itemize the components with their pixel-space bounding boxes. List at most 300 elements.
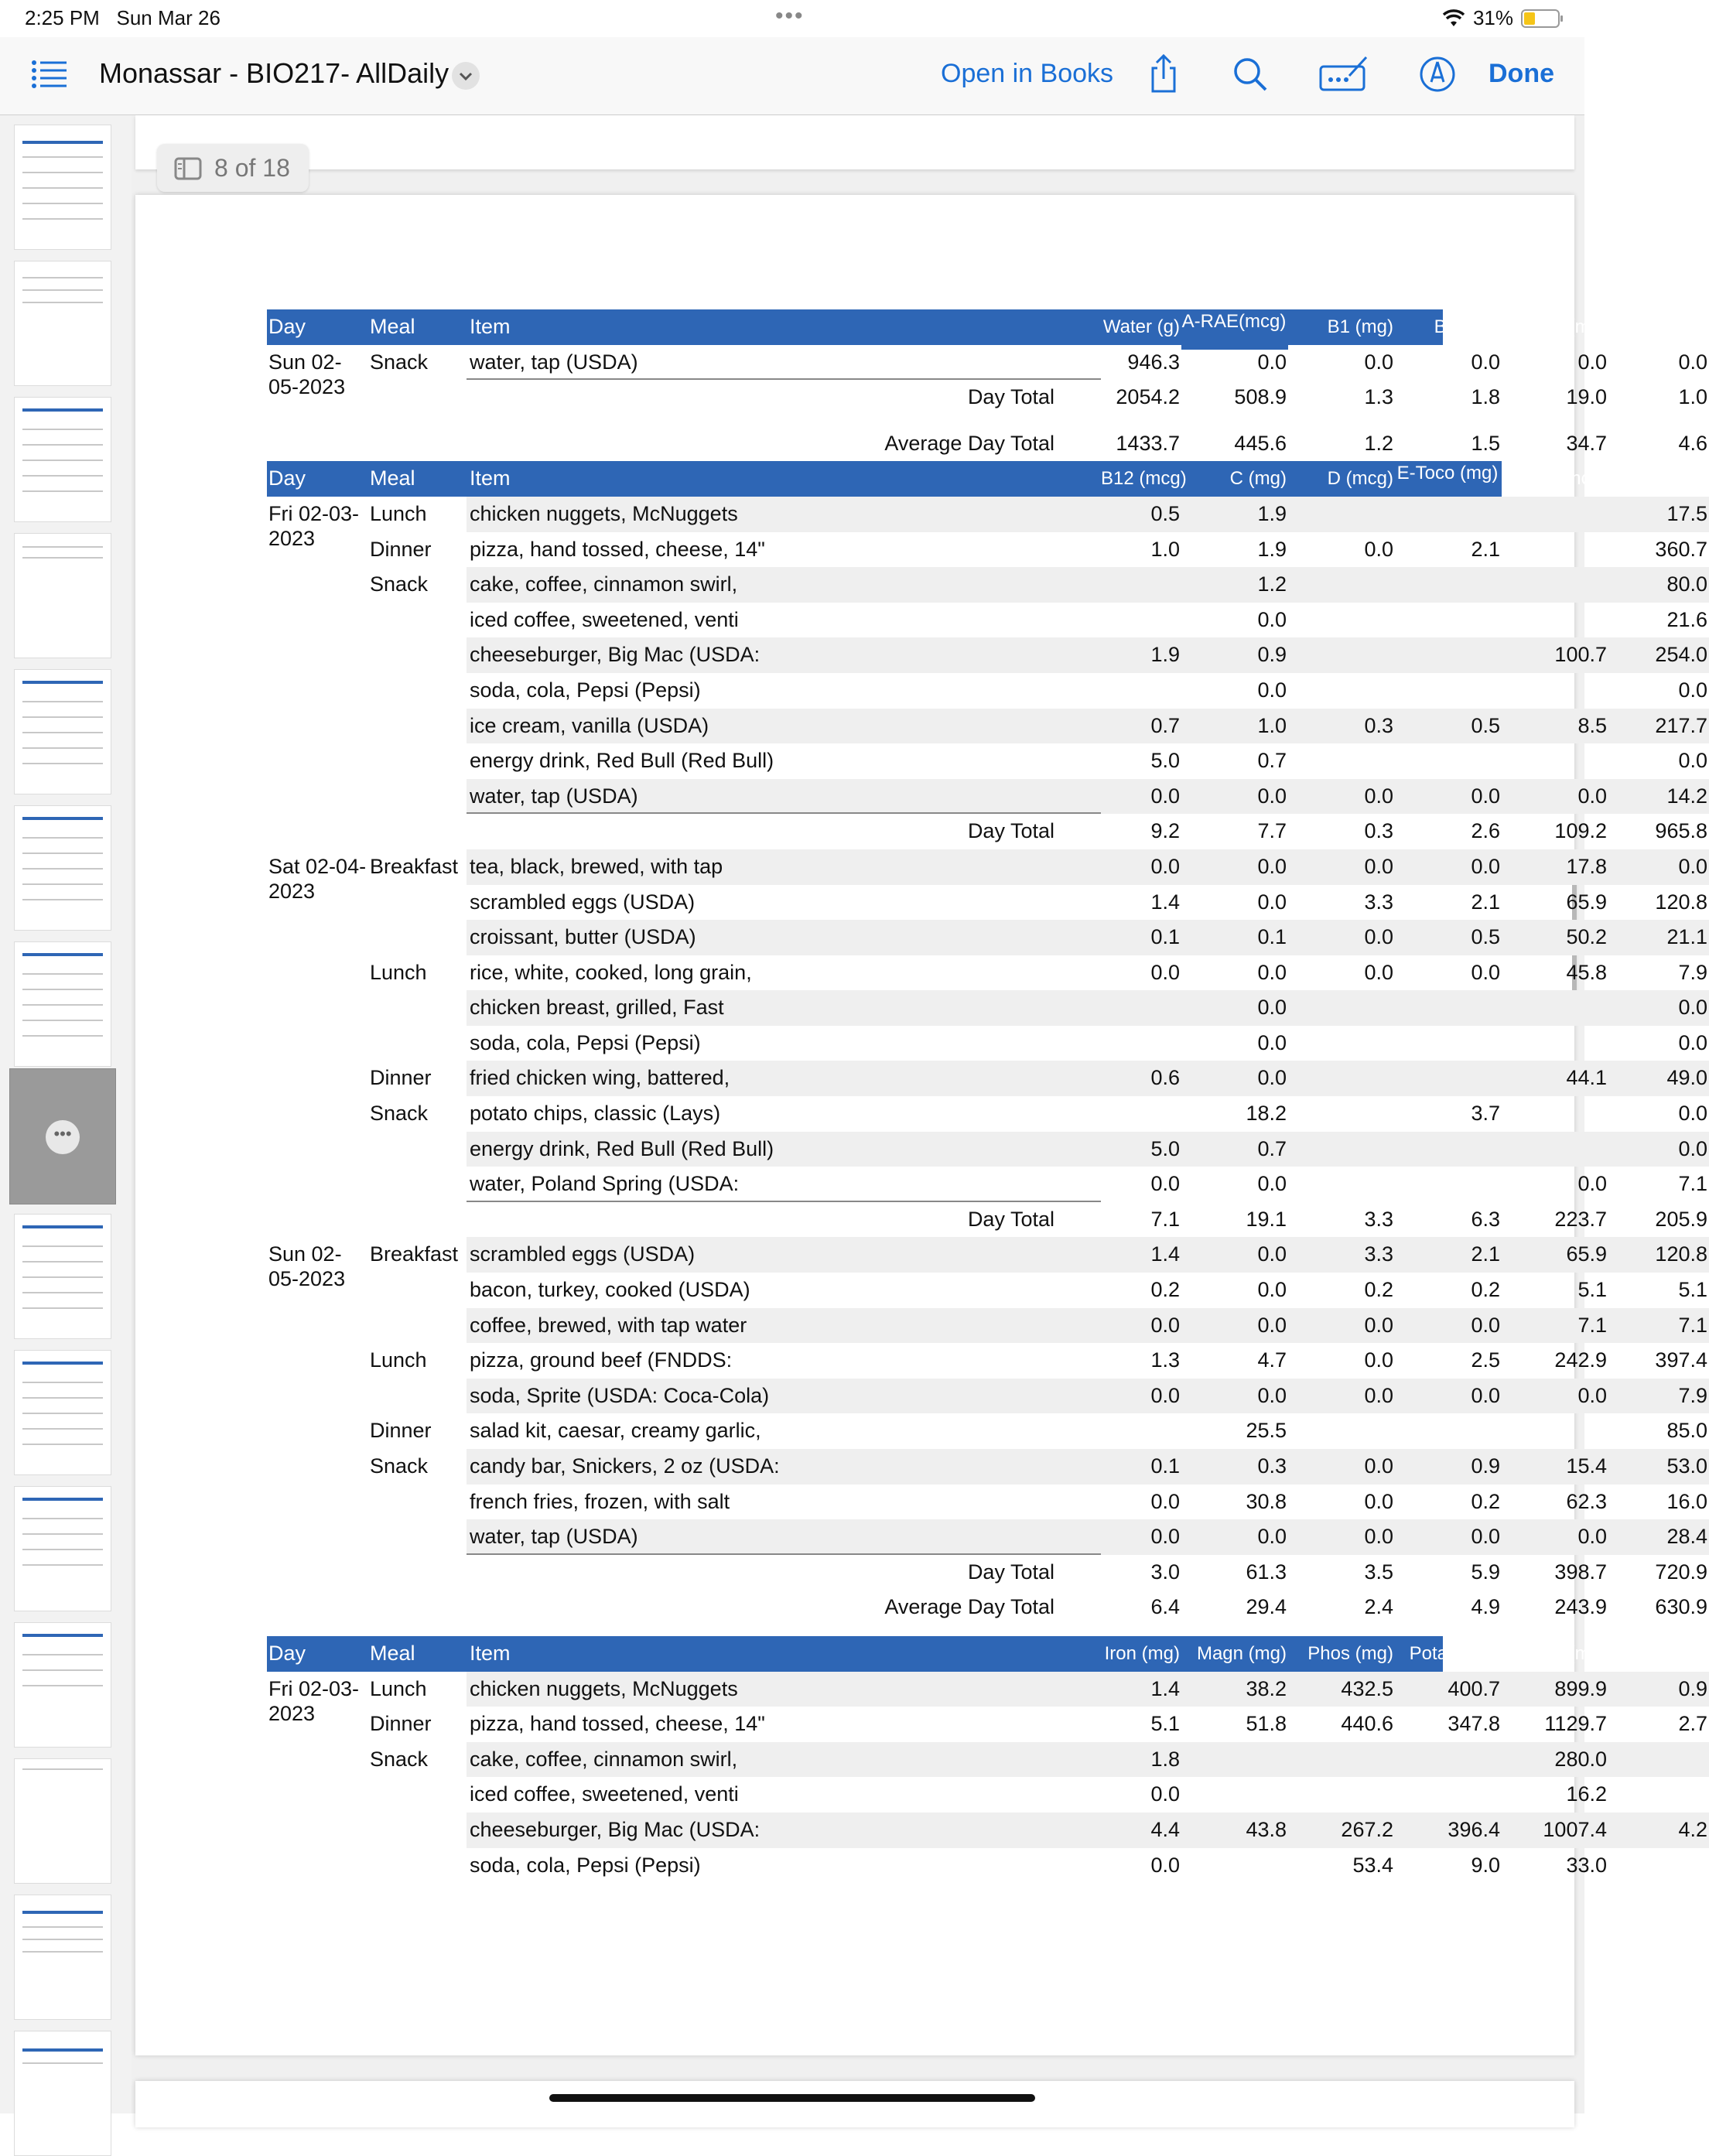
column-header: B1 (mg) — [1327, 316, 1393, 337]
value-cell: 0.9 — [1608, 1672, 1709, 1707]
total-value: 109.2 — [1554, 819, 1607, 843]
day-cell: Fri 02-03-2023 — [268, 1676, 360, 1725]
value-cell — [1395, 603, 1502, 638]
value-cell: 0.0 — [1608, 849, 1709, 885]
value-cell: 1.0 — [1181, 709, 1288, 744]
table-row — [267, 1449, 1707, 1485]
value-cell: 440.6 — [1341, 1712, 1393, 1736]
value-cell — [1502, 1413, 1608, 1449]
value-cell: 5.1 — [1577, 1278, 1607, 1302]
value-cell: 21.6 — [1666, 607, 1707, 631]
page-indicator[interactable]: 8 of 18 — [157, 144, 309, 192]
value-cell: 1.9 — [1257, 537, 1287, 561]
wifi-icon — [1442, 9, 1465, 28]
value-cell: 0.1 — [1181, 920, 1288, 955]
page-thumbnail[interactable] — [14, 669, 111, 794]
total-label: Average Day Total — [884, 431, 1054, 455]
value-cell: 0.0 — [1181, 779, 1288, 815]
item-cell: water, Poland Spring (USDA: — [467, 1167, 1101, 1202]
meal-cell: Breakfast — [370, 1242, 459, 1266]
total-label: Day Total — [967, 385, 1054, 409]
item-cell: rice, white, cooked, long grain, — [470, 960, 752, 984]
column-header: B2 (mg) — [1434, 316, 1500, 337]
day-total-row — [267, 1555, 1707, 1591]
search-icon[interactable] — [1229, 53, 1272, 96]
value-cell — [1288, 743, 1395, 779]
day-total-row — [267, 814, 1707, 849]
value-cell — [1101, 603, 1181, 638]
value-cell: 0.7 — [1101, 709, 1181, 744]
page-thumbnail-selected[interactable] — [9, 1068, 116, 1204]
next-page — [135, 2081, 1574, 2127]
value-cell: 0.5 — [1395, 709, 1502, 744]
meal-cell: Snack — [370, 572, 429, 596]
value-cell: 0.0 — [1288, 1449, 1395, 1485]
total-value: 630.9 — [1655, 1595, 1707, 1619]
value-cell: 0.9 — [1181, 637, 1288, 673]
column-header: Iron (mg) — [1104, 1642, 1180, 1664]
value-cell: 0.0 — [1150, 1489, 1180, 1513]
value-cell — [1181, 1777, 1288, 1813]
value-cell: 360.7 — [1655, 537, 1707, 561]
total-value: 3.5 — [1364, 1560, 1393, 1584]
value-cell: 1.9 — [1101, 637, 1181, 673]
value-cell — [1395, 673, 1502, 709]
value-cell — [1395, 743, 1502, 779]
table-header-row — [267, 461, 1707, 497]
table-row — [267, 1096, 1707, 1132]
page-thumbnail[interactable] — [14, 805, 111, 931]
value-cell: 0.0 — [1364, 537, 1393, 561]
total-value: 3.0 — [1150, 1560, 1180, 1584]
item-cell: scrambled eggs (USDA) — [467, 1237, 1101, 1273]
table-row — [267, 1343, 1707, 1379]
open-in-books-button[interactable]: Open in Books — [941, 59, 1114, 88]
value-cell: 0.0 — [1471, 350, 1500, 374]
chevron-down-icon[interactable] — [452, 62, 480, 90]
value-cell: 65.9 — [1502, 1237, 1608, 1273]
value-cell: 4.7 — [1257, 1348, 1287, 1372]
page-thumbnail[interactable] — [14, 1758, 111, 1884]
meal-cell: Snack — [370, 1102, 429, 1126]
value-cell — [1101, 1096, 1181, 1132]
value-cell: 49.0 — [1608, 1061, 1709, 1096]
more-icon[interactable]: ••• — [46, 1120, 80, 1154]
value-cell: 0.0 — [1257, 960, 1287, 984]
table-row — [267, 955, 1707, 991]
column-header-item: Item — [470, 315, 511, 338]
value-cell — [1288, 567, 1395, 603]
value-cell: 17.5 — [1608, 497, 1709, 532]
value-cell — [1395, 1061, 1502, 1096]
table-row — [267, 990, 1707, 1026]
value-cell: 0.0 — [1181, 990, 1288, 1026]
value-cell — [1395, 1742, 1502, 1778]
value-cell — [1288, 1777, 1395, 1813]
value-cell: 0.0 — [1101, 1519, 1181, 1555]
battery-percent: 31% — [1472, 6, 1513, 29]
value-cell — [1502, 743, 1608, 779]
total-value: 1.8 — [1471, 385, 1500, 409]
value-cell: 8.5 — [1502, 709, 1608, 744]
item-cell: candy bar, Snickers, 2 oz (USDA: — [467, 1449, 1101, 1485]
value-cell: 2.7 — [1678, 1712, 1707, 1736]
table-row — [267, 532, 1707, 568]
value-cell: 946.3 — [1127, 350, 1180, 374]
column-header-item: Item — [470, 466, 511, 490]
value-cell: 0.0 — [1257, 350, 1287, 374]
value-cell: 0.0 — [1608, 990, 1709, 1026]
value-cell — [1288, 990, 1395, 1026]
meal-cell: Breakfast — [370, 854, 459, 878]
item-cell: cheeseburger, Big Mac (USDA: — [467, 637, 1101, 673]
done-button[interactable]: Done — [1489, 59, 1554, 88]
value-cell: 0.0 — [1577, 1172, 1607, 1196]
item-cell: pizza, hand tossed, cheese, 14" — [470, 1712, 765, 1736]
value-cell — [1288, 1061, 1395, 1096]
column-header-meal: Meal — [370, 466, 415, 490]
value-cell: 0.5 — [1101, 497, 1181, 532]
value-cell: 80.0 — [1608, 567, 1709, 603]
value-cell: 0.1 — [1101, 920, 1181, 955]
item-cell: iced coffee, sweetened, venti — [470, 607, 739, 631]
page-thumbnail[interactable] — [14, 1350, 111, 1475]
value-cell: 0.0 — [1181, 849, 1288, 885]
value-cell — [1101, 673, 1181, 709]
value-cell: 33.0 — [1566, 1853, 1607, 1877]
value-cell — [1288, 1167, 1395, 1202]
value-cell: 0.0 — [1395, 1379, 1502, 1414]
value-cell: 280.0 — [1502, 1742, 1608, 1778]
value-cell — [1288, 637, 1395, 673]
previous-page — [135, 115, 1574, 169]
value-cell: 30.8 — [1246, 1489, 1287, 1513]
value-cell: 1.4 — [1101, 1672, 1181, 1707]
value-cell: 0.0 — [1257, 1278, 1287, 1302]
value-cell: 1.8 — [1101, 1742, 1181, 1778]
table-row — [267, 1308, 1707, 1344]
value-cell — [1395, 1777, 1502, 1813]
day-cell: Sat 02-04-2023 — [268, 854, 367, 903]
value-cell: 0.0 — [1150, 960, 1180, 984]
value-cell — [1288, 497, 1395, 532]
column-header-item: Item — [470, 1641, 511, 1665]
value-cell: 0.0 — [1150, 1782, 1180, 1806]
column-header-day: Day — [268, 1641, 306, 1665]
value-cell: 9.0 — [1471, 1853, 1500, 1877]
value-cell: 7.1 — [1608, 1308, 1709, 1344]
column-header: Sod (mg) — [1530, 1642, 1607, 1664]
column-header: Zinc (mg) — [1629, 1642, 1707, 1664]
value-cell — [1502, 603, 1608, 638]
total-value: 29.4 — [1246, 1595, 1287, 1619]
page-thumbnail[interactable] — [14, 941, 111, 1067]
value-cell: 0.0 — [1678, 749, 1707, 773]
meal-cell: Lunch — [370, 1348, 427, 1372]
value-cell — [1502, 1096, 1608, 1132]
value-cell: 0.0 — [1608, 1132, 1709, 1167]
value-cell: 1007.4 — [1502, 1813, 1608, 1848]
value-cell: 0.0 — [1364, 1489, 1393, 1513]
value-cell: 18.2 — [1246, 1102, 1287, 1126]
value-cell: 14.2 — [1608, 779, 1709, 815]
value-cell: 21.1 — [1608, 920, 1709, 955]
value-cell: 3.3 — [1364, 890, 1393, 914]
total-value: 4.6 — [1678, 431, 1707, 455]
value-cell: 100.7 — [1502, 637, 1608, 673]
markup-icon[interactable] — [1318, 53, 1371, 96]
total-value: 6.4 — [1150, 1595, 1180, 1619]
column-header: Potas (mg) — [1409, 1642, 1500, 1664]
share-icon[interactable] — [1142, 53, 1185, 96]
total-value: 6.3 — [1471, 1207, 1500, 1231]
value-cell: 0.0 — [1257, 1172, 1287, 1196]
list-icon[interactable] — [31, 59, 68, 90]
item-cell: pizza, ground beef (FNDDS: — [470, 1348, 733, 1372]
value-cell: 0.0 — [1288, 779, 1395, 815]
page-thumbnail[interactable] — [14, 125, 111, 250]
value-cell — [1395, 1026, 1502, 1061]
value-cell: 0.0 — [1395, 849, 1502, 885]
value-cell — [1288, 1132, 1395, 1167]
item-cell: soda, cola, Pepsi (Pepsi) — [470, 1853, 701, 1877]
page-thumbnail[interactable] — [14, 1486, 111, 1611]
value-cell: 1.0 — [1150, 537, 1180, 561]
value-cell: 0.0 — [1181, 1519, 1288, 1555]
annotate-pen-icon[interactable] — [1416, 53, 1459, 96]
value-cell: 0.2 — [1150, 1278, 1180, 1302]
value-cell — [1502, 497, 1608, 532]
table-row — [267, 637, 1707, 673]
item-cell: salad kit, caesar, creamy garlic, — [470, 1419, 761, 1443]
total-value: 965.8 — [1655, 819, 1707, 843]
value-cell: 217.7 — [1608, 709, 1709, 744]
column-header: Calc (mg) — [1626, 468, 1707, 490]
value-cell: 0.0 — [1678, 678, 1707, 702]
value-cell: 0.9 — [1395, 1449, 1502, 1485]
item-cell: water, tap (USDA) — [467, 779, 1101, 815]
value-cell — [1181, 1848, 1288, 1884]
table-header-row — [267, 1636, 1707, 1672]
value-cell: 0.0 — [1257, 1030, 1287, 1054]
thumbnail-sidebar[interactable] — [0, 115, 132, 2113]
value-cell: 17.8 — [1502, 849, 1608, 885]
average-day-total-row — [267, 1590, 1707, 1625]
value-cell: 0.3 — [1288, 709, 1395, 744]
column-header: E-Toco (mg) — [1395, 461, 1502, 501]
value-cell: 2.1 — [1471, 890, 1500, 914]
value-cell: 51.8 — [1246, 1712, 1287, 1736]
table-row — [267, 1485, 1707, 1520]
meal-cell: Lunch — [370, 501, 427, 525]
nutrient-report-table — [267, 309, 1707, 1883]
table-row — [267, 1848, 1607, 1884]
item-cell: scrambled eggs (USDA) — [470, 890, 696, 914]
value-cell — [1502, 1132, 1608, 1167]
total-value: 2.4 — [1364, 1595, 1393, 1619]
item-cell: cheeseburger, Big Mac (USDA: — [467, 1813, 1101, 1848]
meal-cell: Dinner — [370, 537, 432, 561]
table-row — [267, 1413, 1707, 1449]
day-total-row — [267, 380, 1707, 415]
value-cell: 0.0 — [1257, 607, 1287, 631]
item-cell: pizza, hand tossed, cheese, 14" — [470, 537, 765, 561]
item-cell: coffee, brewed, with tap water — [467, 1308, 1101, 1344]
meal-cell: Lunch — [370, 960, 427, 984]
value-cell: 5.0 — [1150, 749, 1180, 773]
table-row — [267, 709, 1707, 744]
item-cell: soda, cola, Pepsi (Pepsi) — [470, 1030, 701, 1054]
value-cell: 28.4 — [1608, 1519, 1709, 1555]
value-cell: 0.0 — [1678, 1102, 1707, 1126]
total-value: 2054.2 — [1116, 385, 1180, 409]
value-cell: 0.6 — [1101, 1061, 1181, 1096]
page-thumbnail[interactable] — [14, 1622, 111, 1748]
page-thumbnail[interactable] — [14, 533, 111, 658]
value-cell — [1608, 1742, 1709, 1778]
value-cell: 267.2 — [1288, 1813, 1395, 1848]
value-cell — [1502, 567, 1608, 603]
table-row — [267, 1777, 1607, 1813]
value-cell: 53.4 — [1352, 1853, 1393, 1877]
total-value: 720.9 — [1655, 1560, 1707, 1584]
total-value: 5.9 — [1471, 1560, 1500, 1584]
value-cell: 0.0 — [1288, 849, 1395, 885]
table-row — [267, 1379, 1707, 1414]
table-row — [267, 743, 1707, 779]
item-cell: chicken nuggets, McNuggets — [467, 497, 1101, 532]
table-row — [267, 1742, 1607, 1778]
table-row — [267, 920, 1707, 955]
value-cell: 4.4 — [1101, 1813, 1181, 1848]
value-cell: 0.0 — [1395, 779, 1502, 815]
total-value: 205.9 — [1655, 1207, 1707, 1231]
column-header: Phos (mg) — [1307, 1642, 1393, 1664]
value-cell: 432.5 — [1288, 1672, 1395, 1707]
value-cell — [1502, 532, 1608, 568]
value-cell: 7.1 — [1678, 1172, 1707, 1196]
value-cell: 1129.7 — [1544, 1712, 1607, 1736]
multitask-dots[interactable]: ••• — [775, 3, 805, 29]
value-cell: 1.4 — [1150, 890, 1180, 914]
value-cell: 120.8 — [1608, 1237, 1709, 1273]
column-header: B12 (mcg) — [1101, 468, 1187, 490]
average-day-total-row — [267, 426, 1707, 462]
value-cell: 25.5 — [1246, 1419, 1287, 1443]
value-cell: 4.2 — [1608, 1813, 1709, 1848]
table-row — [267, 673, 1707, 709]
day-total-row — [267, 1202, 1707, 1238]
total-label: Day Total — [967, 1207, 1054, 1231]
value-cell: 0.0 — [1288, 1379, 1395, 1414]
total-value: 1433.7 — [1116, 431, 1180, 455]
table-row — [267, 1132, 1707, 1167]
value-cell: 0.0 — [1502, 779, 1608, 815]
meal-cell: Dinner — [370, 1419, 432, 1443]
item-cell: energy drink, Red Bull (Red Bull) — [467, 1132, 1101, 1167]
item-cell: french fries, frozen, with salt — [470, 1489, 730, 1513]
column-header-day: Day — [268, 466, 306, 490]
page-thumbnail[interactable] — [14, 261, 111, 386]
column-header-meal: Meal — [370, 315, 415, 338]
page-thumbnail[interactable] — [14, 2031, 111, 2156]
value-cell: 0.2 — [1471, 1489, 1500, 1513]
meal-cell: Snack — [370, 350, 429, 374]
home-indicator[interactable] — [549, 2094, 1035, 2102]
value-cell: 43.8 — [1181, 1813, 1288, 1848]
item-cell: chicken nuggets, McNuggets — [467, 1672, 1101, 1707]
value-cell: 0.0 — [1502, 1379, 1608, 1414]
value-cell: 0.0 — [1150, 1172, 1180, 1196]
total-value: 508.9 — [1234, 385, 1287, 409]
column-header: Fola (mcg) — [1518, 468, 1607, 490]
value-cell: 396.4 — [1395, 1813, 1502, 1848]
page-thumbnail[interactable] — [14, 1895, 111, 2020]
value-cell: 0.7 — [1257, 749, 1287, 773]
value-cell: 0.0 — [1364, 960, 1393, 984]
document-title[interactable]: Monassar - BIO217- AllDaily — [99, 57, 449, 89]
total-value: 1.5 — [1471, 431, 1500, 455]
value-cell — [1502, 1026, 1608, 1061]
column-header: B3 (mg) — [1540, 316, 1607, 337]
value-cell — [1395, 990, 1502, 1026]
day-cell: Sun 02-05-2023 — [268, 350, 346, 398]
table-row — [267, 567, 1707, 603]
value-cell: 0.7 — [1181, 1132, 1288, 1167]
meal-cell: Snack — [370, 1454, 429, 1478]
value-cell: 5.1 — [1150, 1712, 1180, 1736]
page-thumbnail[interactable] — [14, 397, 111, 522]
value-cell: 0.0 — [1288, 1308, 1395, 1344]
item-cell: energy drink, Red Bull (Red Bull) — [470, 749, 774, 773]
value-cell: 0.0 — [1181, 1379, 1288, 1414]
item-cell: cake, coffee, cinnamon swirl, — [467, 567, 1101, 603]
table-row — [267, 1061, 1707, 1096]
table-row — [267, 779, 1707, 815]
value-cell — [1288, 1096, 1395, 1132]
column-header: Magn (mg) — [1196, 1642, 1287, 1664]
value-cell: 65.9 — [1566, 890, 1607, 914]
page-thumbnail[interactable] — [14, 1214, 111, 1339]
value-cell — [1395, 1132, 1502, 1167]
value-cell: 0.0 — [1181, 1237, 1288, 1273]
value-cell: 5.0 — [1101, 1132, 1181, 1167]
total-value: 3.3 — [1364, 1207, 1393, 1231]
value-cell: 0.0 — [1395, 1308, 1502, 1344]
value-cell — [1608, 1777, 1709, 1813]
total-value: 1.3 — [1364, 385, 1393, 409]
item-cell: chicken breast, grilled, Fast — [467, 990, 1101, 1026]
value-cell — [1101, 1413, 1181, 1449]
column-header: D (mcg) — [1327, 468, 1393, 490]
value-cell: 0.0 — [1150, 1853, 1180, 1877]
value-cell: 2.1 — [1395, 1237, 1502, 1273]
value-cell: 7.9 — [1608, 1379, 1709, 1414]
value-cell — [1608, 1848, 1709, 1884]
value-cell: 0.0 — [1364, 1348, 1393, 1372]
value-cell: 62.3 — [1566, 1489, 1607, 1513]
value-cell: 0.0 — [1364, 350, 1393, 374]
value-cell: 0.0 — [1678, 350, 1707, 374]
table-row — [267, 1167, 1707, 1202]
status-bar — [0, 0, 1584, 37]
value-cell: 3.3 — [1288, 1237, 1395, 1273]
status-time: 2:25 PM Sun Mar 26 — [25, 6, 220, 29]
value-cell: 38.2 — [1181, 1672, 1288, 1707]
table-row — [267, 885, 1707, 921]
value-cell — [1502, 673, 1608, 709]
value-cell: 53.0 — [1608, 1449, 1709, 1485]
